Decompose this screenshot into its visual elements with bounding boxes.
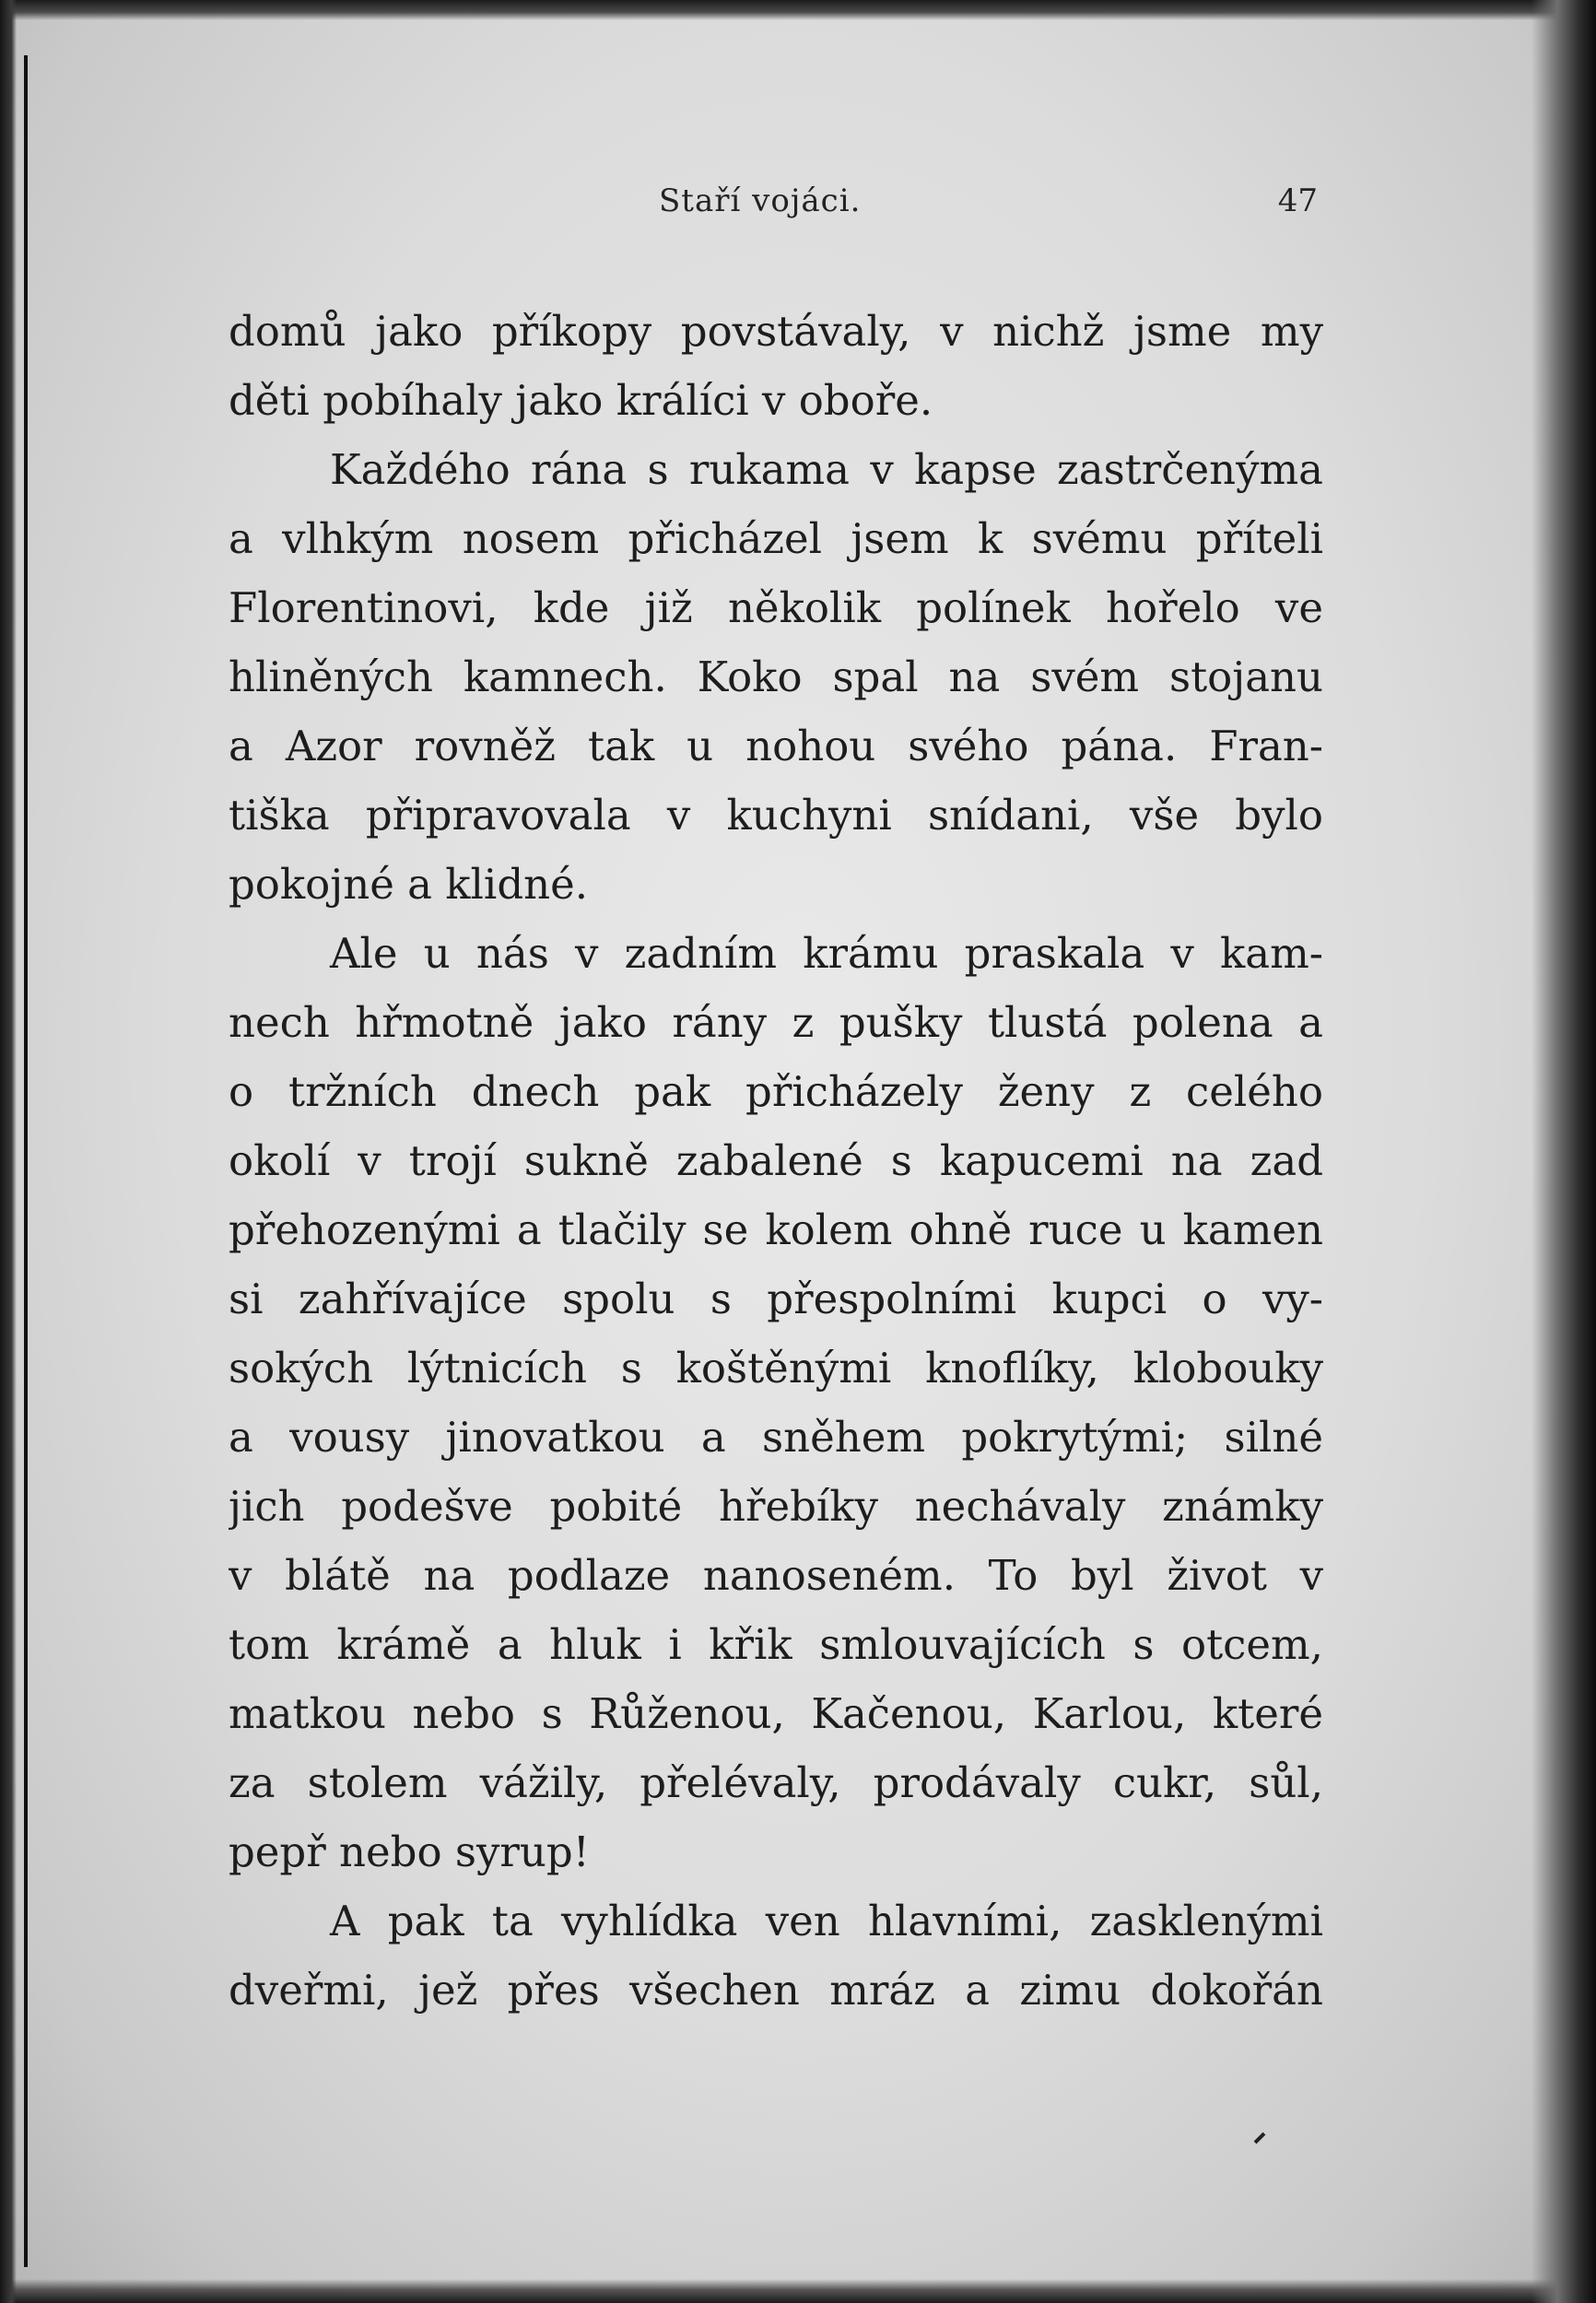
text-line: dveřmi, jež přes všechen mráz a zimu dokořán [229, 1966, 1323, 2015]
text-line: za stolem vážily, přelévaly, prodávaly cukr, sůl, [229, 1758, 1323, 1807]
text-line: Každého rána s rukama v kapse zastrčenýma [330, 445, 1323, 494]
page-number: 47 [1277, 182, 1318, 219]
text-line: pokojné a klidné. [229, 860, 589, 909]
text-line: děti pobíhaly jako králíci v oboře. [229, 376, 933, 425]
text-line: o tržních dnech pak přicházely ženy z celého [229, 1067, 1323, 1116]
text-line: okolí v trojí sukně zabalené s kapucemi na zad [229, 1136, 1323, 1185]
text-line: si zahřívajíce spolu s přespolními kupci o vy- [229, 1275, 1323, 1323]
text-line: nech hřmotně jako rány z pušky tlustá polena a [229, 998, 1323, 1047]
text-line: jich podešve pobité hřebíky nechávaly známky [229, 1482, 1323, 1531]
text-line: tiška připravovala v kuchyni snídani, vše bylo [229, 791, 1323, 840]
scan-edge-right [1531, 0, 1596, 2303]
text-line: pepř nebo syrup! [229, 1827, 590, 1876]
text-line: hliněných kamnech. Koko spal na svém stojanu [229, 652, 1323, 701]
text-line: sokých lýtnicích s koštěnými knoflíky, klobouky [229, 1344, 1323, 1392]
text-line: a Azor rovněž tak u nohou svého pána. Fran- [229, 722, 1323, 770]
text-line: domů jako příkopy povstávaly, v nichž jsme my [229, 307, 1323, 356]
running-head: Staří vojáci. [659, 182, 862, 219]
ink-speck [1254, 2133, 1266, 2144]
scan-edge-top [0, 0, 1596, 20]
text-line: v blátě na podlaze nanoseném. To byl život v [229, 1551, 1323, 1600]
binding-shadow-line [24, 55, 28, 2267]
text-line: a vlhkým nosem přicházel jsem k svému příteli [229, 514, 1323, 563]
page-header [230, 182, 1318, 234]
text-line: Ale u nás v zadním krámu praskala v kam- [330, 929, 1323, 978]
text-line: A pak ta vyhlídka ven hlavními, zasklenými [330, 1897, 1323, 1945]
text-line: Florentinovi, kde již několik polínek hořelo ve [229, 583, 1323, 632]
text-line: přehozenými a tlačily se kolem ohně ruce u kamen [229, 1205, 1323, 1254]
text-line: tom krámě a hluk i křik smlouvajících s otcem, [229, 1620, 1323, 1669]
scan-edge-bottom [0, 2279, 1596, 2303]
text-line: matkou nebo s Růženou, Kačenou, Karlou, které [229, 1689, 1323, 1738]
scan-edge-left [0, 0, 17, 2303]
text-line: a vousy jinovatkou a sněhem pokrytými; silné [229, 1413, 1323, 1462]
body-text [229, 297, 1323, 2025]
